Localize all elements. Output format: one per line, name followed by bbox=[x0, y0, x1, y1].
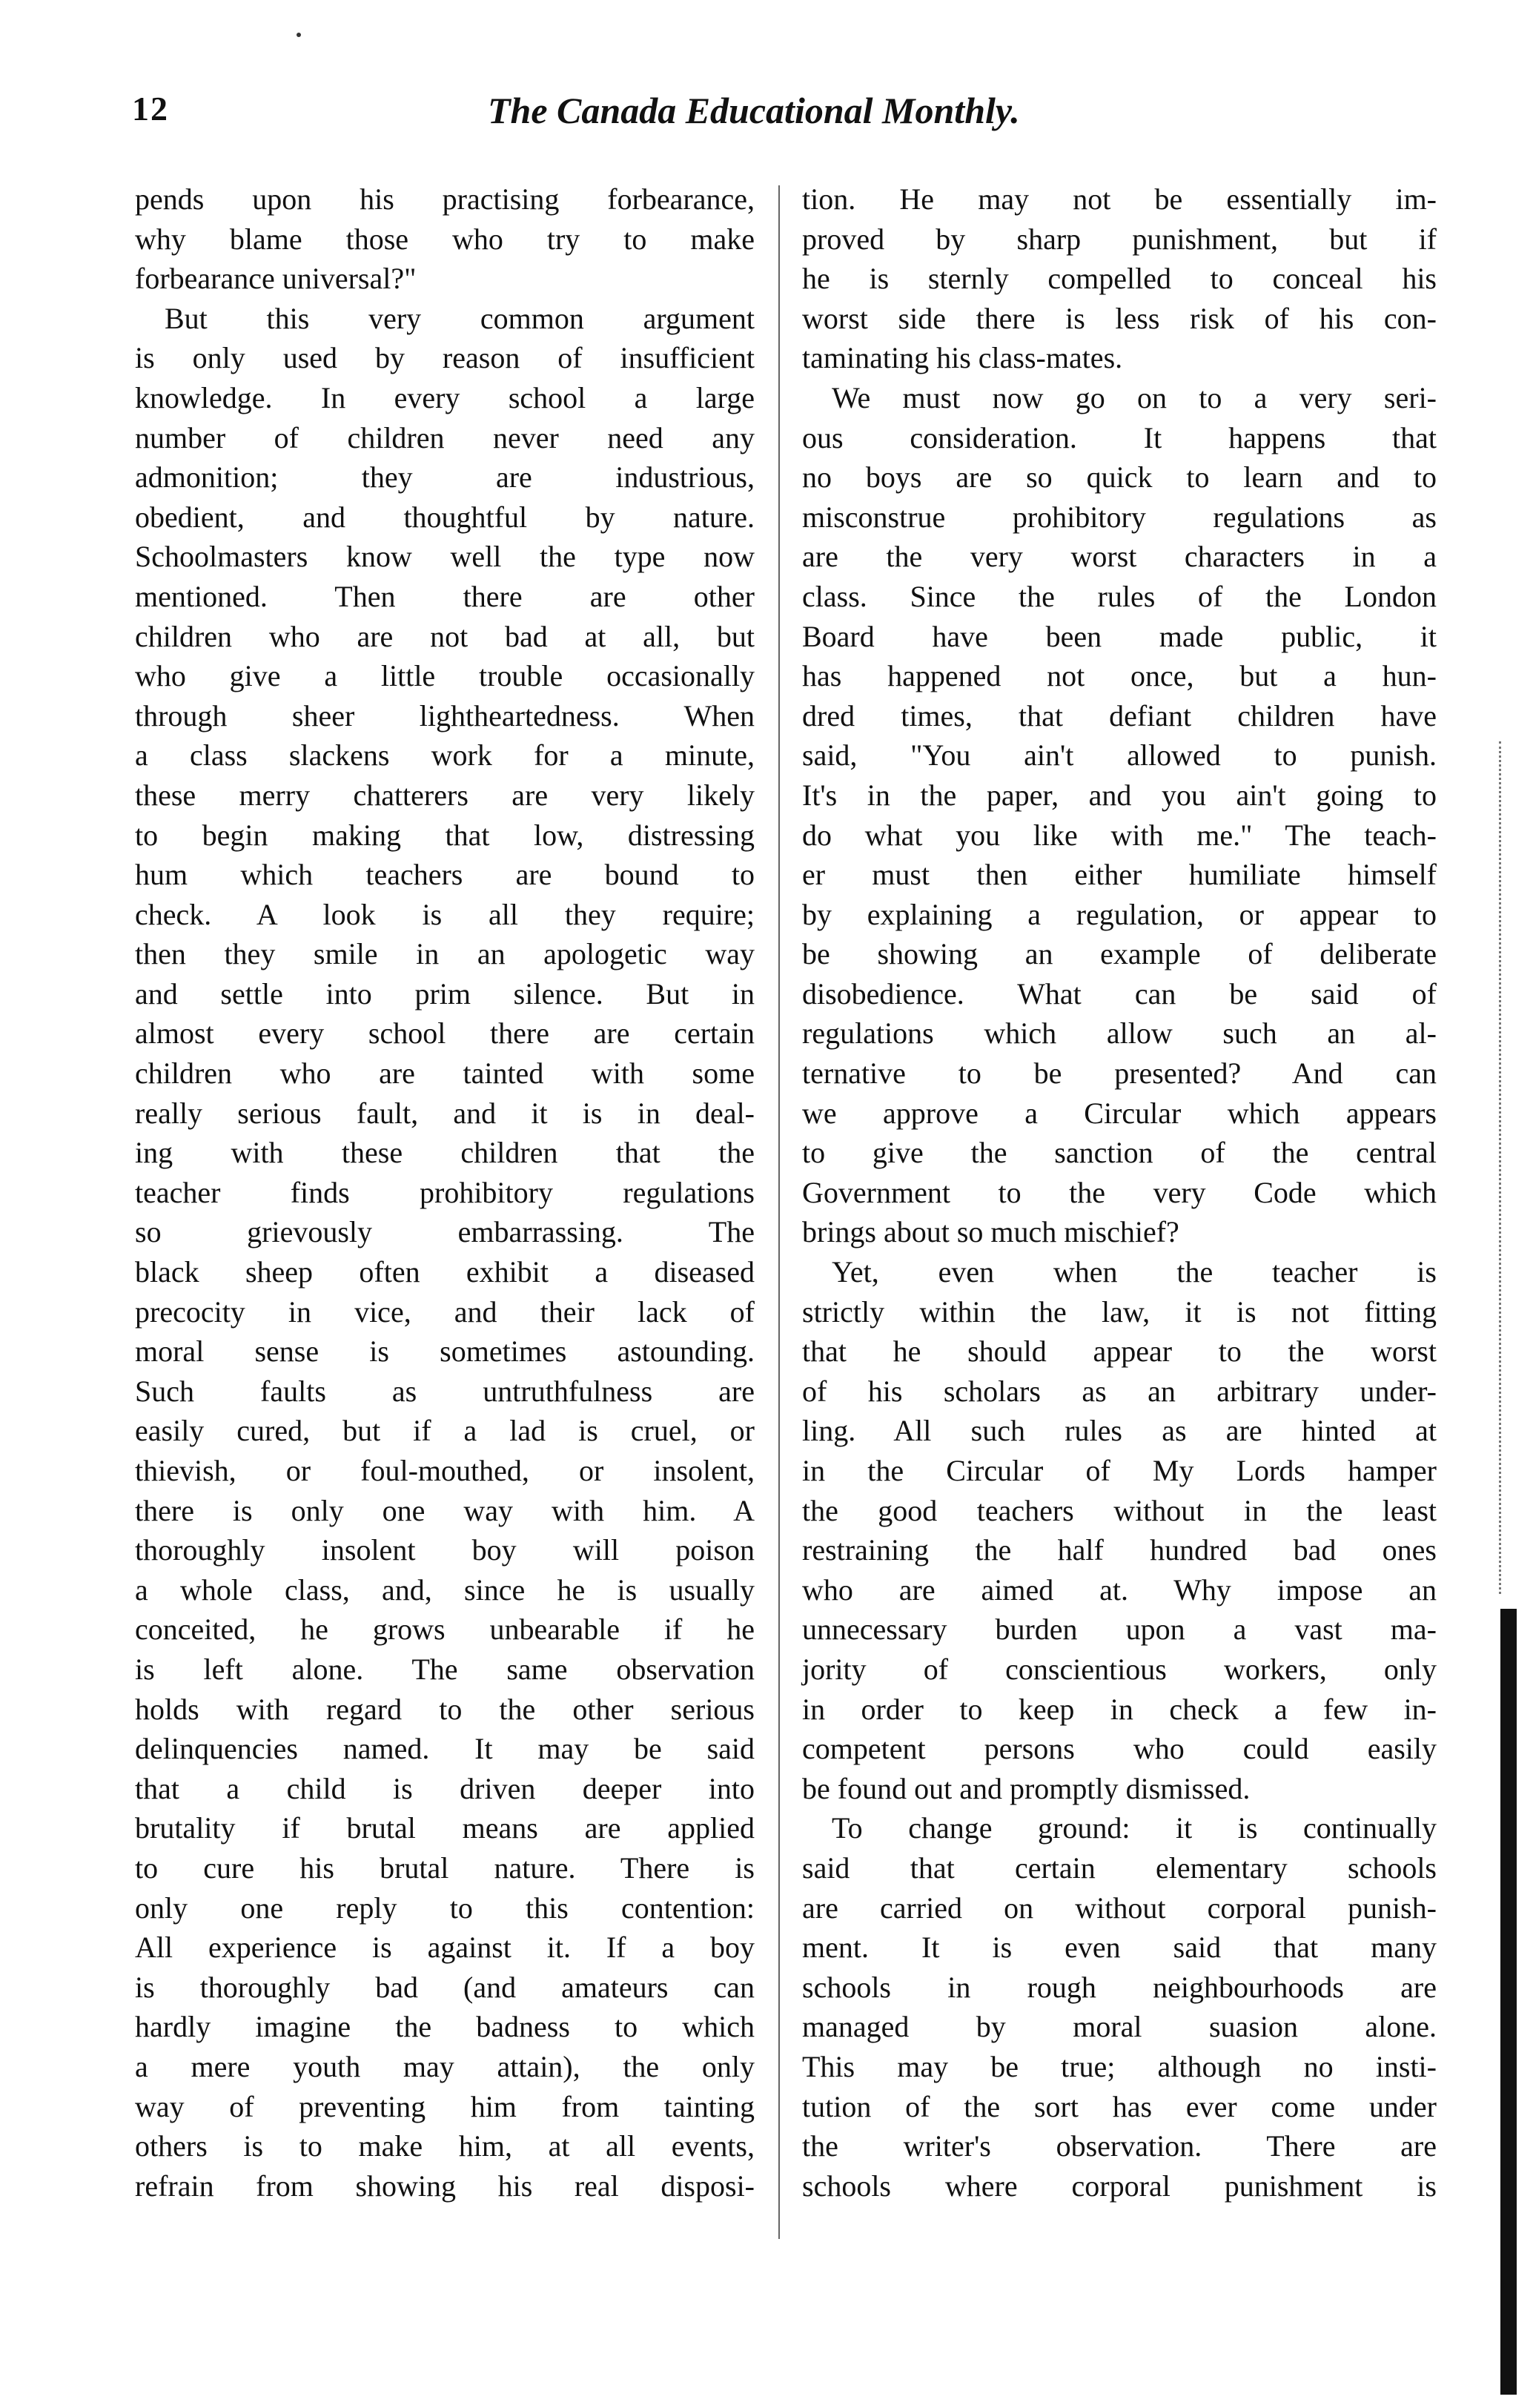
text-line: hum which teachers are bound to bbox=[135, 858, 755, 892]
text-line: in the Circular of My Lords hamper bbox=[802, 1454, 1437, 1487]
text-line: of his scholars as an arbitrary under- bbox=[802, 1374, 1437, 1408]
text-line: Such faults as untruthfulness are bbox=[135, 1374, 755, 1408]
page-number: 12 bbox=[132, 90, 169, 128]
text-line: proved by sharp punishment, but if bbox=[802, 222, 1437, 256]
speck-mark bbox=[297, 33, 301, 37]
text-line: hardly imagine the badness to which bbox=[135, 2010, 755, 2044]
text-line: is thoroughly bad (and amateurs can bbox=[135, 1970, 755, 2004]
text-line: be showing an example of deliberate bbox=[802, 937, 1437, 971]
text-line: dred times, that defiant children have bbox=[802, 698, 1437, 732]
text-line: brutality if brutal means are applied bbox=[135, 1811, 755, 1845]
text-line: Schoolmasters know well the type now bbox=[135, 540, 755, 574]
text-line: thievish, or foul-mouthed, or insolent, bbox=[135, 1454, 755, 1487]
text-line: why blame those who try to make bbox=[135, 222, 755, 256]
text-line: is left alone. The same observation bbox=[135, 1652, 755, 1686]
text-line: these merry chatterers are very likely bbox=[135, 778, 755, 812]
text-line: are carried on without corporal punish- bbox=[802, 1891, 1437, 1925]
text-line: said that certain elementary schools bbox=[802, 1850, 1437, 1885]
text-line: black sheep often exhibit a diseased bbox=[135, 1255, 755, 1289]
text-line: class. Since the rules of the London bbox=[802, 579, 1437, 613]
text-line: teacher finds prohibitory regulations bbox=[135, 1175, 755, 1209]
scan-edge-dots bbox=[1499, 741, 1503, 1594]
text-line: the writer's observation. There are bbox=[802, 2129, 1437, 2163]
text-line: holds with regard to the other serious bbox=[135, 1692, 755, 1726]
text-line: refrain from showing his real disposi- bbox=[135, 2169, 755, 2203]
text-line: obedient, and thoughtful by nature. bbox=[135, 500, 755, 534]
text-line: he is sternly compelled to conceal his bbox=[802, 262, 1437, 296]
text-line: strictly within the law, it is not fitting bbox=[802, 1294, 1437, 1329]
text-line: a class slackens work for a minute, bbox=[135, 738, 755, 773]
text-line: Yet, even when the teacher is bbox=[832, 1255, 1437, 1289]
text-line: easily cured, but if a lad is cruel, or bbox=[135, 1414, 755, 1448]
text-line: We must now go on to a very seri- bbox=[832, 380, 1437, 414]
text-line: managed by moral suasion alone. bbox=[802, 2010, 1437, 2044]
text-line: has happened not once, but a hun- bbox=[802, 659, 1437, 693]
text-line: restraining the half hundred bad ones bbox=[802, 1533, 1437, 1567]
text-line: admonition; they are industrious, bbox=[135, 460, 755, 494]
text-line: that he should appear to the worst bbox=[802, 1334, 1437, 1369]
text-line: to cure his brutal nature. There is bbox=[135, 1850, 755, 1885]
text-line: is only used by reason of insufficient bbox=[135, 341, 755, 375]
text-line: thoroughly insolent boy will poison bbox=[135, 1533, 755, 1567]
text-line: conceited, he grows unbearable if he bbox=[135, 1612, 755, 1647]
text-line: ment. It is even said that many bbox=[802, 1931, 1437, 1965]
text-line: To change ground: it is continually bbox=[832, 1811, 1437, 1845]
running-title: The Canada Educational Monthly. bbox=[488, 90, 1020, 131]
text-line: unnecessary burden upon a vast ma- bbox=[802, 1612, 1437, 1647]
text-line: we approve a Circular which appears bbox=[802, 1096, 1437, 1130]
text-line: only one reply to this contention: bbox=[135, 1891, 755, 1925]
left-text-column bbox=[135, 179, 755, 2206]
text-line: Board have been made public, it bbox=[802, 619, 1437, 653]
text-line: brings about so much mischief? bbox=[802, 1215, 1179, 1249]
text-line: no boys are so quick to learn and to bbox=[802, 460, 1437, 494]
text-line: Government to the very Code which bbox=[802, 1175, 1437, 1209]
text-line: regulations which allow such an al- bbox=[802, 1016, 1437, 1051]
text-line: do what you like with me." The teach- bbox=[802, 818, 1437, 852]
text-line: a whole class, and, since he is usually bbox=[135, 1572, 755, 1607]
text-line: in order to keep in check a few in- bbox=[802, 1692, 1437, 1726]
text-line: a mere youth may attain), the only bbox=[135, 2049, 755, 2083]
text-line: delinquencies named. It may be said bbox=[135, 1732, 755, 1766]
text-line: tion. He may not be essentially im- bbox=[802, 182, 1437, 216]
column-divider bbox=[778, 185, 780, 2239]
text-line: by explaining a regulation, or appear to bbox=[802, 897, 1437, 931]
text-line: moral sense is sometimes astounding. bbox=[135, 1334, 755, 1369]
text-line: mentioned. Then there are other bbox=[135, 579, 755, 613]
text-line: to give the sanction of the central bbox=[802, 1136, 1437, 1170]
text-line: really serious fault, and it is in deal- bbox=[135, 1096, 755, 1130]
text-line: schools in rough neighbourhoods are bbox=[802, 1970, 1437, 2004]
text-line: others is to make him, at all events, bbox=[135, 2129, 755, 2163]
text-line: number of children never need any bbox=[135, 420, 755, 454]
right-text-column bbox=[802, 179, 1437, 2206]
text-line: said, "You ain't allowed to punish. bbox=[802, 738, 1437, 773]
text-line: But this very common argument bbox=[165, 301, 755, 335]
text-line: to begin making that low, distressing bbox=[135, 818, 755, 852]
text-line: misconstrue prohibitory regulations as bbox=[802, 500, 1437, 534]
text-line: ling. All such rules as are hinted at bbox=[802, 1414, 1437, 1448]
text-line: ing with these children that the bbox=[135, 1136, 755, 1170]
text-line: check. A look is all they require; bbox=[135, 897, 755, 931]
text-line: there is only one way with him. A bbox=[135, 1493, 755, 1527]
text-line: All experience is against it. If a boy bbox=[135, 1931, 755, 1965]
text-line: tution of the sort has ever come under bbox=[802, 2089, 1437, 2123]
text-line: then they smile in an apologetic way bbox=[135, 937, 755, 971]
text-line: way of preventing him from tainting bbox=[135, 2089, 755, 2123]
text-line: taminating his class-mates. bbox=[802, 341, 1123, 375]
text-line: who are aimed at. Why impose an bbox=[802, 1572, 1437, 1607]
text-line: ternative to be presented? And can bbox=[802, 1056, 1437, 1091]
text-line: children who are tainted with some bbox=[135, 1056, 755, 1091]
text-line: knowledge. In every school a large bbox=[135, 380, 755, 414]
text-line: It's in the paper, and you ain't going to bbox=[802, 778, 1437, 812]
text-line: be found out and promptly dismissed. bbox=[802, 1771, 1251, 1805]
text-line: disobedience. What can be said of bbox=[802, 976, 1437, 1010]
text-line: worst side there is less risk of his con- bbox=[802, 301, 1437, 335]
text-line: who give a little trouble occasionally bbox=[135, 659, 755, 693]
text-line: through sheer lightheartedness. When bbox=[135, 698, 755, 732]
text-line: precocity in vice, and their lack of bbox=[135, 1294, 755, 1329]
page-header bbox=[132, 89, 1511, 141]
text-line: children who are not bad at all, but bbox=[135, 619, 755, 653]
text-line: er must then either humiliate himself bbox=[802, 858, 1437, 892]
text-line: and settle into prim silence. But in bbox=[135, 976, 755, 1010]
text-line: forbearance universal?" bbox=[135, 262, 417, 296]
scan-edge-bar bbox=[1500, 1609, 1517, 2395]
text-line: This may be true; although no insti- bbox=[802, 2049, 1437, 2083]
text-line: almost every school there are certain bbox=[135, 1016, 755, 1051]
text-line: schools where corporal punishment is bbox=[802, 2169, 1437, 2203]
text-line: so grievously embarrassing. The bbox=[135, 1215, 755, 1249]
text-line: competent persons who could easily bbox=[802, 1732, 1437, 1766]
text-line: ous consideration. It happens that bbox=[802, 420, 1437, 454]
text-line: pends upon his practising forbearance, bbox=[135, 182, 755, 216]
text-line: jority of conscientious workers, only bbox=[802, 1652, 1437, 1686]
text-line: that a child is driven deeper into bbox=[135, 1771, 755, 1805]
text-line: the good teachers without in the least bbox=[802, 1493, 1437, 1527]
text-line: are the very worst characters in a bbox=[802, 540, 1437, 574]
